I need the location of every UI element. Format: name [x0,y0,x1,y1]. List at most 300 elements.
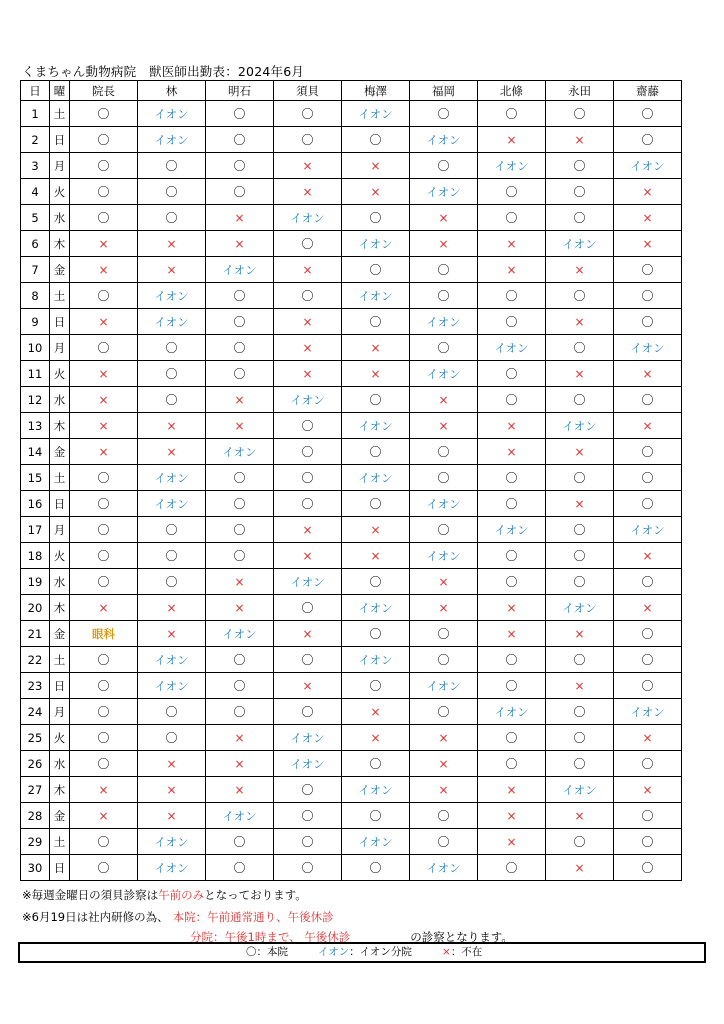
shift-aeon: イオン [630,340,665,355]
legend-absent-symbol: × [442,946,451,958]
shift-absent: × [302,340,313,355]
shift-present: 〇 [437,107,450,121]
shift-present: 〇 [505,575,518,589]
shift-present: 〇 [301,835,314,849]
shift-absent: × [506,132,517,147]
shift-cell [70,491,138,517]
shift-present: 〇 [97,835,110,849]
shift-absent: × [166,756,177,771]
weekday-cell: 水 [50,751,70,777]
shift-cell [70,777,138,803]
shift-cell [274,803,342,829]
day-cell: 17 [21,517,50,543]
table-row [21,127,682,153]
shift-absent: × [234,418,245,433]
shift-absent: × [574,808,585,823]
shift-aeon: イオン [358,236,393,251]
shift-present: 〇 [165,575,178,589]
shift-present: 〇 [301,783,314,797]
shift-present: 〇 [97,133,110,147]
shift-cell [342,673,410,699]
shift-present: 〇 [97,523,110,537]
shift-present: 〇 [97,653,110,667]
shift-absent: × [302,314,313,329]
table-row [21,543,682,569]
shift-absent: × [234,782,245,797]
shift-present: 〇 [641,107,654,121]
shift-cell [70,699,138,725]
shift-cell [410,803,478,829]
shift-aeon: イオン [358,652,393,667]
day-cell: 6 [21,231,50,257]
shift-present: 〇 [233,133,246,147]
legend-aeon-symbol: イオン [318,946,350,958]
shift-absent: × [166,808,177,823]
shift-cell [478,127,546,153]
shift-cell [206,777,274,803]
shift-present: 〇 [233,549,246,563]
shift-aeon: イオン [494,522,529,537]
shift-cell [546,127,614,153]
shift-cell [206,101,274,127]
weekday-cell: 土 [50,647,70,673]
shift-cell [138,543,206,569]
shift-cell [614,595,682,621]
note-highlight: 午前のみ [158,888,205,902]
shift-absent: × [166,600,177,615]
table-row [21,179,682,205]
shift-cell [206,205,274,231]
shift-cell [70,335,138,361]
day-cell: 27 [21,777,50,803]
weekday-cell: 月 [50,153,70,179]
table-row [21,465,682,491]
shift-cell [70,257,138,283]
shift-absent: × [438,210,449,225]
shift-cell [206,725,274,751]
shift-cell [410,439,478,465]
shift-present: 〇 [505,185,518,199]
weekday-cell: 月 [50,517,70,543]
shift-present: 〇 [97,575,110,589]
weekday-cell: 日 [50,309,70,335]
shift-cell [478,725,546,751]
day-cell: 3 [21,153,50,179]
shift-cell [206,413,274,439]
shift-present: 〇 [437,705,450,719]
weekday-cell: 木 [50,231,70,257]
shift-cell [410,751,478,777]
shift-cell [70,725,138,751]
shift-cell [206,621,274,647]
table-row [21,647,682,673]
shift-absent: × [438,730,449,745]
shift-aeon: イオン [222,626,257,641]
shift-present: 〇 [437,159,450,173]
shift-cell [546,647,614,673]
shift-cell [478,205,546,231]
shift-cell [342,621,410,647]
shift-present: 〇 [573,289,586,303]
shift-present: 〇 [233,185,246,199]
shift-cell [614,751,682,777]
shift-present: 〇 [233,341,246,355]
shift-present: 〇 [233,471,246,485]
attendance-table [20,80,682,881]
weekday-cell: 木 [50,413,70,439]
shift-absent: × [574,496,585,511]
shift-absent: × [98,392,109,407]
shift-cell [274,569,342,595]
shift-present: 〇 [505,315,518,329]
shift-aeon: イオン [426,548,461,563]
shift-absent: × [506,262,517,277]
shift-cell [274,309,342,335]
shift-present: 〇 [369,393,382,407]
shift-cell [206,699,274,725]
shift-cell [614,127,682,153]
shift-absent: × [302,626,313,641]
shift-cell [70,205,138,231]
day-cell: 28 [21,803,50,829]
shift-cell [138,777,206,803]
shift-cell [410,543,478,569]
shift-cell [138,595,206,621]
shift-present: 〇 [97,185,110,199]
shift-cell [274,647,342,673]
shift-absent: × [234,210,245,225]
shift-cell [138,413,206,439]
shift-present: 〇 [505,211,518,225]
shift-absent: × [370,184,381,199]
shift-present: 〇 [165,731,178,745]
shift-cell [478,569,546,595]
shift-absent: × [642,730,653,745]
shift-cell [206,179,274,205]
shift-aeon: イオン [290,392,325,407]
shift-cell [70,439,138,465]
shift-present: 〇 [641,445,654,459]
shift-absent: × [98,366,109,381]
shift-absent: × [98,782,109,797]
shift-cell [342,465,410,491]
shift-aeon: イオン [154,106,189,121]
shift-present: 〇 [505,107,518,121]
weekday-cell: 日 [50,673,70,699]
shift-present: 〇 [97,757,110,771]
shift-absent: × [166,782,177,797]
shift-cell [614,413,682,439]
shift-present: 〇 [233,705,246,719]
shift-present: 〇 [437,471,450,485]
shift-absent: × [574,314,585,329]
shift-cell [478,257,546,283]
shift-present: 〇 [437,445,450,459]
shift-absent: × [642,184,653,199]
shift-cell [342,647,410,673]
shift-aeon: イオン [426,132,461,147]
shift-cell [410,621,478,647]
shift-present: 〇 [97,679,110,693]
shift-cell [342,205,410,231]
table-row [21,309,682,335]
shift-present: 〇 [233,289,246,303]
shift-absent: × [642,366,653,381]
legend-aeon-text: ：イオン分院 [349,946,412,958]
shift-cell [274,179,342,205]
shift-cell [138,517,206,543]
shift-cell [614,153,682,179]
shift-cell [206,491,274,517]
legend-present: 〇：本院 [246,946,288,958]
note-text: となっております。 [204,888,307,902]
shift-cell [70,465,138,491]
shift-cell [138,283,206,309]
shift-absent: × [574,262,585,277]
shift-cell [546,855,614,881]
table-row [21,699,682,725]
shift-absent: × [574,132,585,147]
header-hojo: 北條 [478,81,546,101]
shift-present: 〇 [641,757,654,771]
shift-cell [546,101,614,127]
shift-cell [546,335,614,361]
shift-absent: × [302,548,313,563]
weekday-cell: 木 [50,595,70,621]
shift-present: 〇 [165,159,178,173]
shift-cell [614,205,682,231]
shift-absent: × [302,366,313,381]
shift-present: 〇 [505,549,518,563]
shift-present: 〇 [641,861,654,875]
shift-present: 〇 [505,679,518,693]
shift-cell [206,153,274,179]
shift-cell [410,595,478,621]
legend-aeon [318,944,412,961]
shift-cell [274,283,342,309]
day-cell: 12 [21,387,50,413]
shift-cell [478,101,546,127]
shift-aeon: イオン [426,860,461,875]
shift-present: 〇 [369,757,382,771]
shift-cell [410,855,478,881]
shift-present: 〇 [165,185,178,199]
shift-cell [614,569,682,595]
shift-aeon: イオン [630,158,665,173]
shift-cell [614,465,682,491]
shift-absent: × [642,600,653,615]
shift-present: 〇 [233,523,246,537]
shift-present: 〇 [97,471,110,485]
shift-present: 〇 [641,263,654,277]
shift-absent: × [98,444,109,459]
shift-absent: × [642,236,653,251]
shift-cell [614,803,682,829]
header-hayashi: 林 [138,81,206,101]
shift-present: 〇 [301,419,314,433]
shift-cell [274,439,342,465]
shift-cell [138,335,206,361]
shift-present: 〇 [641,653,654,667]
shift-cell [478,153,546,179]
shift-cell [546,751,614,777]
shift-cell [546,621,614,647]
shift-present: 〇 [233,159,246,173]
table-row [21,387,682,413]
shift-present: 〇 [505,731,518,745]
shift-cell [546,361,614,387]
shift-present: 〇 [301,861,314,875]
shift-cell [410,361,478,387]
shift-aeon: イオン [154,314,189,329]
shift-cell [342,491,410,517]
shift-aeon: イオン [154,652,189,667]
shift-cell [614,439,682,465]
shift-cell [342,543,410,569]
header-umezawa: 梅澤 [342,81,410,101]
shift-cell [206,517,274,543]
table-row [21,855,682,881]
shift-cell [206,647,274,673]
shift-absent: × [302,678,313,693]
table-row [21,491,682,517]
shift-cell [546,777,614,803]
shift-cell [274,387,342,413]
weekday-cell: 日 [50,491,70,517]
page-title: くまちゃん動物病院 獣医師出勤表：2024年6月 [22,64,305,79]
shift-present: 〇 [369,809,382,823]
table-row [21,803,682,829]
shift-cell [138,153,206,179]
shift-cell [70,829,138,855]
table-header [21,81,682,101]
shift-present: 〇 [97,549,110,563]
shift-present: 〇 [97,289,110,303]
legend-absent [442,944,482,961]
shift-cell [410,101,478,127]
shift-cell [410,413,478,439]
shift-aeon: イオン [562,782,597,797]
shift-present: 〇 [97,497,110,511]
shift-present: 〇 [369,211,382,225]
shift-cell [70,751,138,777]
weekday-cell: 金 [50,803,70,829]
day-cell: 20 [21,595,50,621]
day-cell: 8 [21,283,50,309]
day-cell: 30 [21,855,50,881]
shift-cell [614,335,682,361]
header-director: 院長 [70,81,138,101]
shift-present: 〇 [505,367,518,381]
header-weekday: 曜 [50,81,70,101]
shift-present: 〇 [301,289,314,303]
weekday-cell: 土 [50,829,70,855]
shift-present: 〇 [301,705,314,719]
shift-cell [70,179,138,205]
shift-aeon: イオン [154,496,189,511]
shift-present: 〇 [369,861,382,875]
shift-present: 〇 [573,731,586,745]
weekday-cell: 土 [50,101,70,127]
shift-cell [410,699,478,725]
shift-aeon: イオン [222,808,257,823]
shift-cell [410,387,478,413]
shift-present: 〇 [437,263,450,277]
shift-cell [138,751,206,777]
shift-cell [274,491,342,517]
shift-cell [274,543,342,569]
shift-present: 〇 [97,705,110,719]
shift-absent: × [438,756,449,771]
shift-cell [206,127,274,153]
shift-cell [546,257,614,283]
note-highlight: 分院：午後1時まで、 午後休診 [190,930,351,944]
shift-cell [274,231,342,257]
shift-cell [206,231,274,257]
shift-cell [410,179,478,205]
shift-cell [614,673,682,699]
shift-absent: × [166,444,177,459]
day-cell: 16 [21,491,50,517]
shift-cell [342,699,410,725]
shift-present: 〇 [641,679,654,693]
shift-present: 〇 [233,497,246,511]
note-text: ※毎週金曜日の須貝診察は [22,888,159,902]
shift-cell [342,517,410,543]
shift-present: 〇 [233,107,246,121]
day-cell: 14 [21,439,50,465]
shift-present: 〇 [97,159,110,173]
shift-aeon: イオン [358,782,393,797]
table-row [21,777,682,803]
shift-cell [70,153,138,179]
shift-present: 〇 [165,341,178,355]
day-cell: 29 [21,829,50,855]
shift-present: 〇 [301,133,314,147]
table-row [21,205,682,231]
shift-cell [478,673,546,699]
shift-present: 〇 [301,601,314,615]
shift-absent: × [98,808,109,823]
shift-cell [342,829,410,855]
shift-absent: × [506,834,517,849]
shift-cell [342,127,410,153]
shift-cell [274,621,342,647]
shift-cell [478,699,546,725]
shift-absent: × [234,236,245,251]
table-row [21,621,682,647]
shift-cell [546,309,614,335]
weekday-cell: 火 [50,543,70,569]
shift-absent: × [98,314,109,329]
shift-cell [206,309,274,335]
day-cell: 2 [21,127,50,153]
shift-absent: × [302,184,313,199]
day-cell: 21 [21,621,50,647]
shift-cell [274,153,342,179]
shift-present: 〇 [97,107,110,121]
shift-cell [274,699,342,725]
shift-cell [478,803,546,829]
weekday-cell: 火 [50,361,70,387]
weekday-cell: 月 [50,699,70,725]
shift-cell [478,543,546,569]
table-row [21,153,682,179]
shift-absent: × [506,418,517,433]
shift-absent: × [438,782,449,797]
shift-cell [546,283,614,309]
shift-present: 〇 [369,575,382,589]
